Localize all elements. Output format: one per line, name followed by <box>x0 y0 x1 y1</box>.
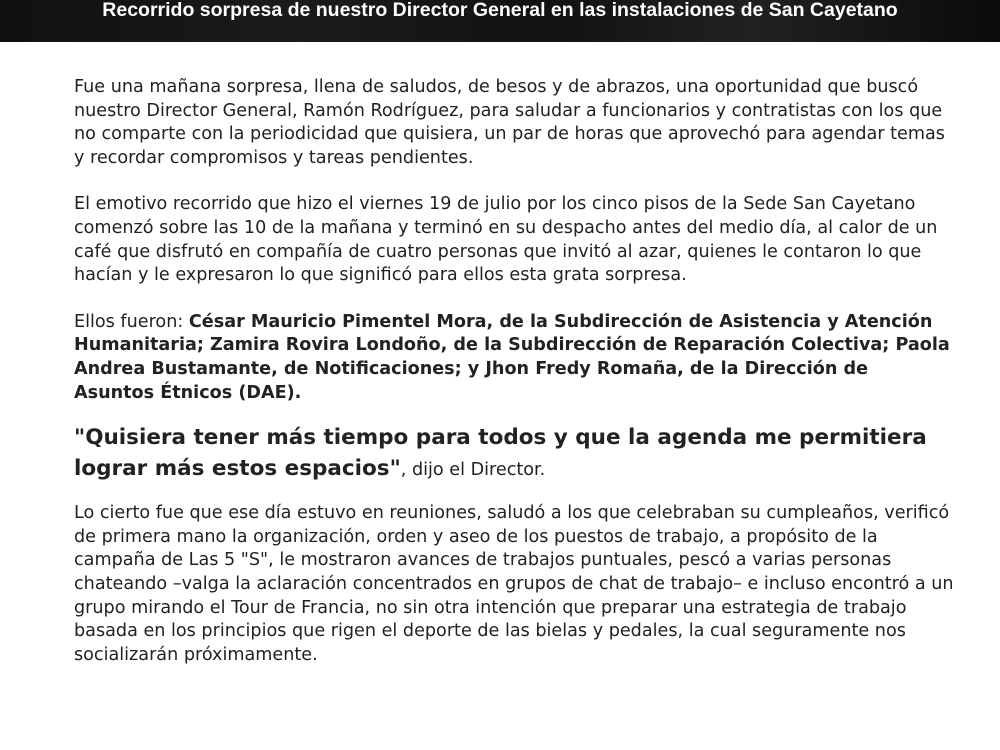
article-paragraph-3 <box>74 311 954 405</box>
article-body <box>74 76 954 667</box>
header-banner <box>0 0 1000 42</box>
article-paragraph-4: Lo cierto fue que ese día estuvo en reuniones, saludó a los que celebraban su cumpleaños, verificó de primera mano la organización, orden y aseo de los puestos de trabajo, a propósito de la campaña de Las 5 "S", le mostraron avances de trabajos puntuales, pescó a varias personas chateando –valga la aclaración concentrados en grupos de chat de trabajo– e incluso encontró a un grupo mirando el Tour de Francia, no sin otra intención que preparar una estrategia de trabajo basada en los principios que rigen el deporte de las bielas y pedales, la cual seguramente nos socializarán próximamente. <box>74 503 954 665</box>
article-paragraph-2: El emotivo recorrido que hizo el viernes 19 de julio por los cinco pisos de la Sede San Cayetano comenzó sobre las 10 de la mañana y terminó en su despacho antes del medio día, al calor de un café que disfrutó en compañía de cuatro personas que invitó al azar, quienes le contaron lo que hacían y le expresaron lo que significó para ellos esta grata sorpresa. <box>74 194 938 286</box>
director-quote <box>74 422 954 484</box>
page-title: Recorrido sorpresa de nuestro Director General en las instalaciones de San Cayetano <box>102 0 898 21</box>
participants-names: César Mauricio Pimentel Mora, de la Subdirección de Asistencia y Atención Humanitaria; Zamira Rovira Londoño, de la Subdirección de Reparación Colectiva; Paola Andrea Bustamante, de Notificaciones; y Jhon Fredy Romaña, de la Dirección de Asuntos Étnicos (DAE). <box>74 311 950 403</box>
article-paragraph-1: Fue una mañana sorpresa, llena de saludos, de besos y de abrazos, una oportunidad que buscó nuestro Director General, Ramón Rodríguez, para saludar a funcionarios y contratistas con los que no comparte con la periodicidad que quisiera, un par de horas que aprovechó para agendar temas y recordar compromisos y tareas pendientes. <box>74 77 945 168</box>
participants-intro: Ellos fueron: <box>74 311 189 332</box>
quote-text: "Quisiera tener más tiempo para todos y que la agenda me permitiera lograr más estos espacios" <box>74 425 927 482</box>
quote-attribution: , dijo el Director. <box>400 460 546 481</box>
